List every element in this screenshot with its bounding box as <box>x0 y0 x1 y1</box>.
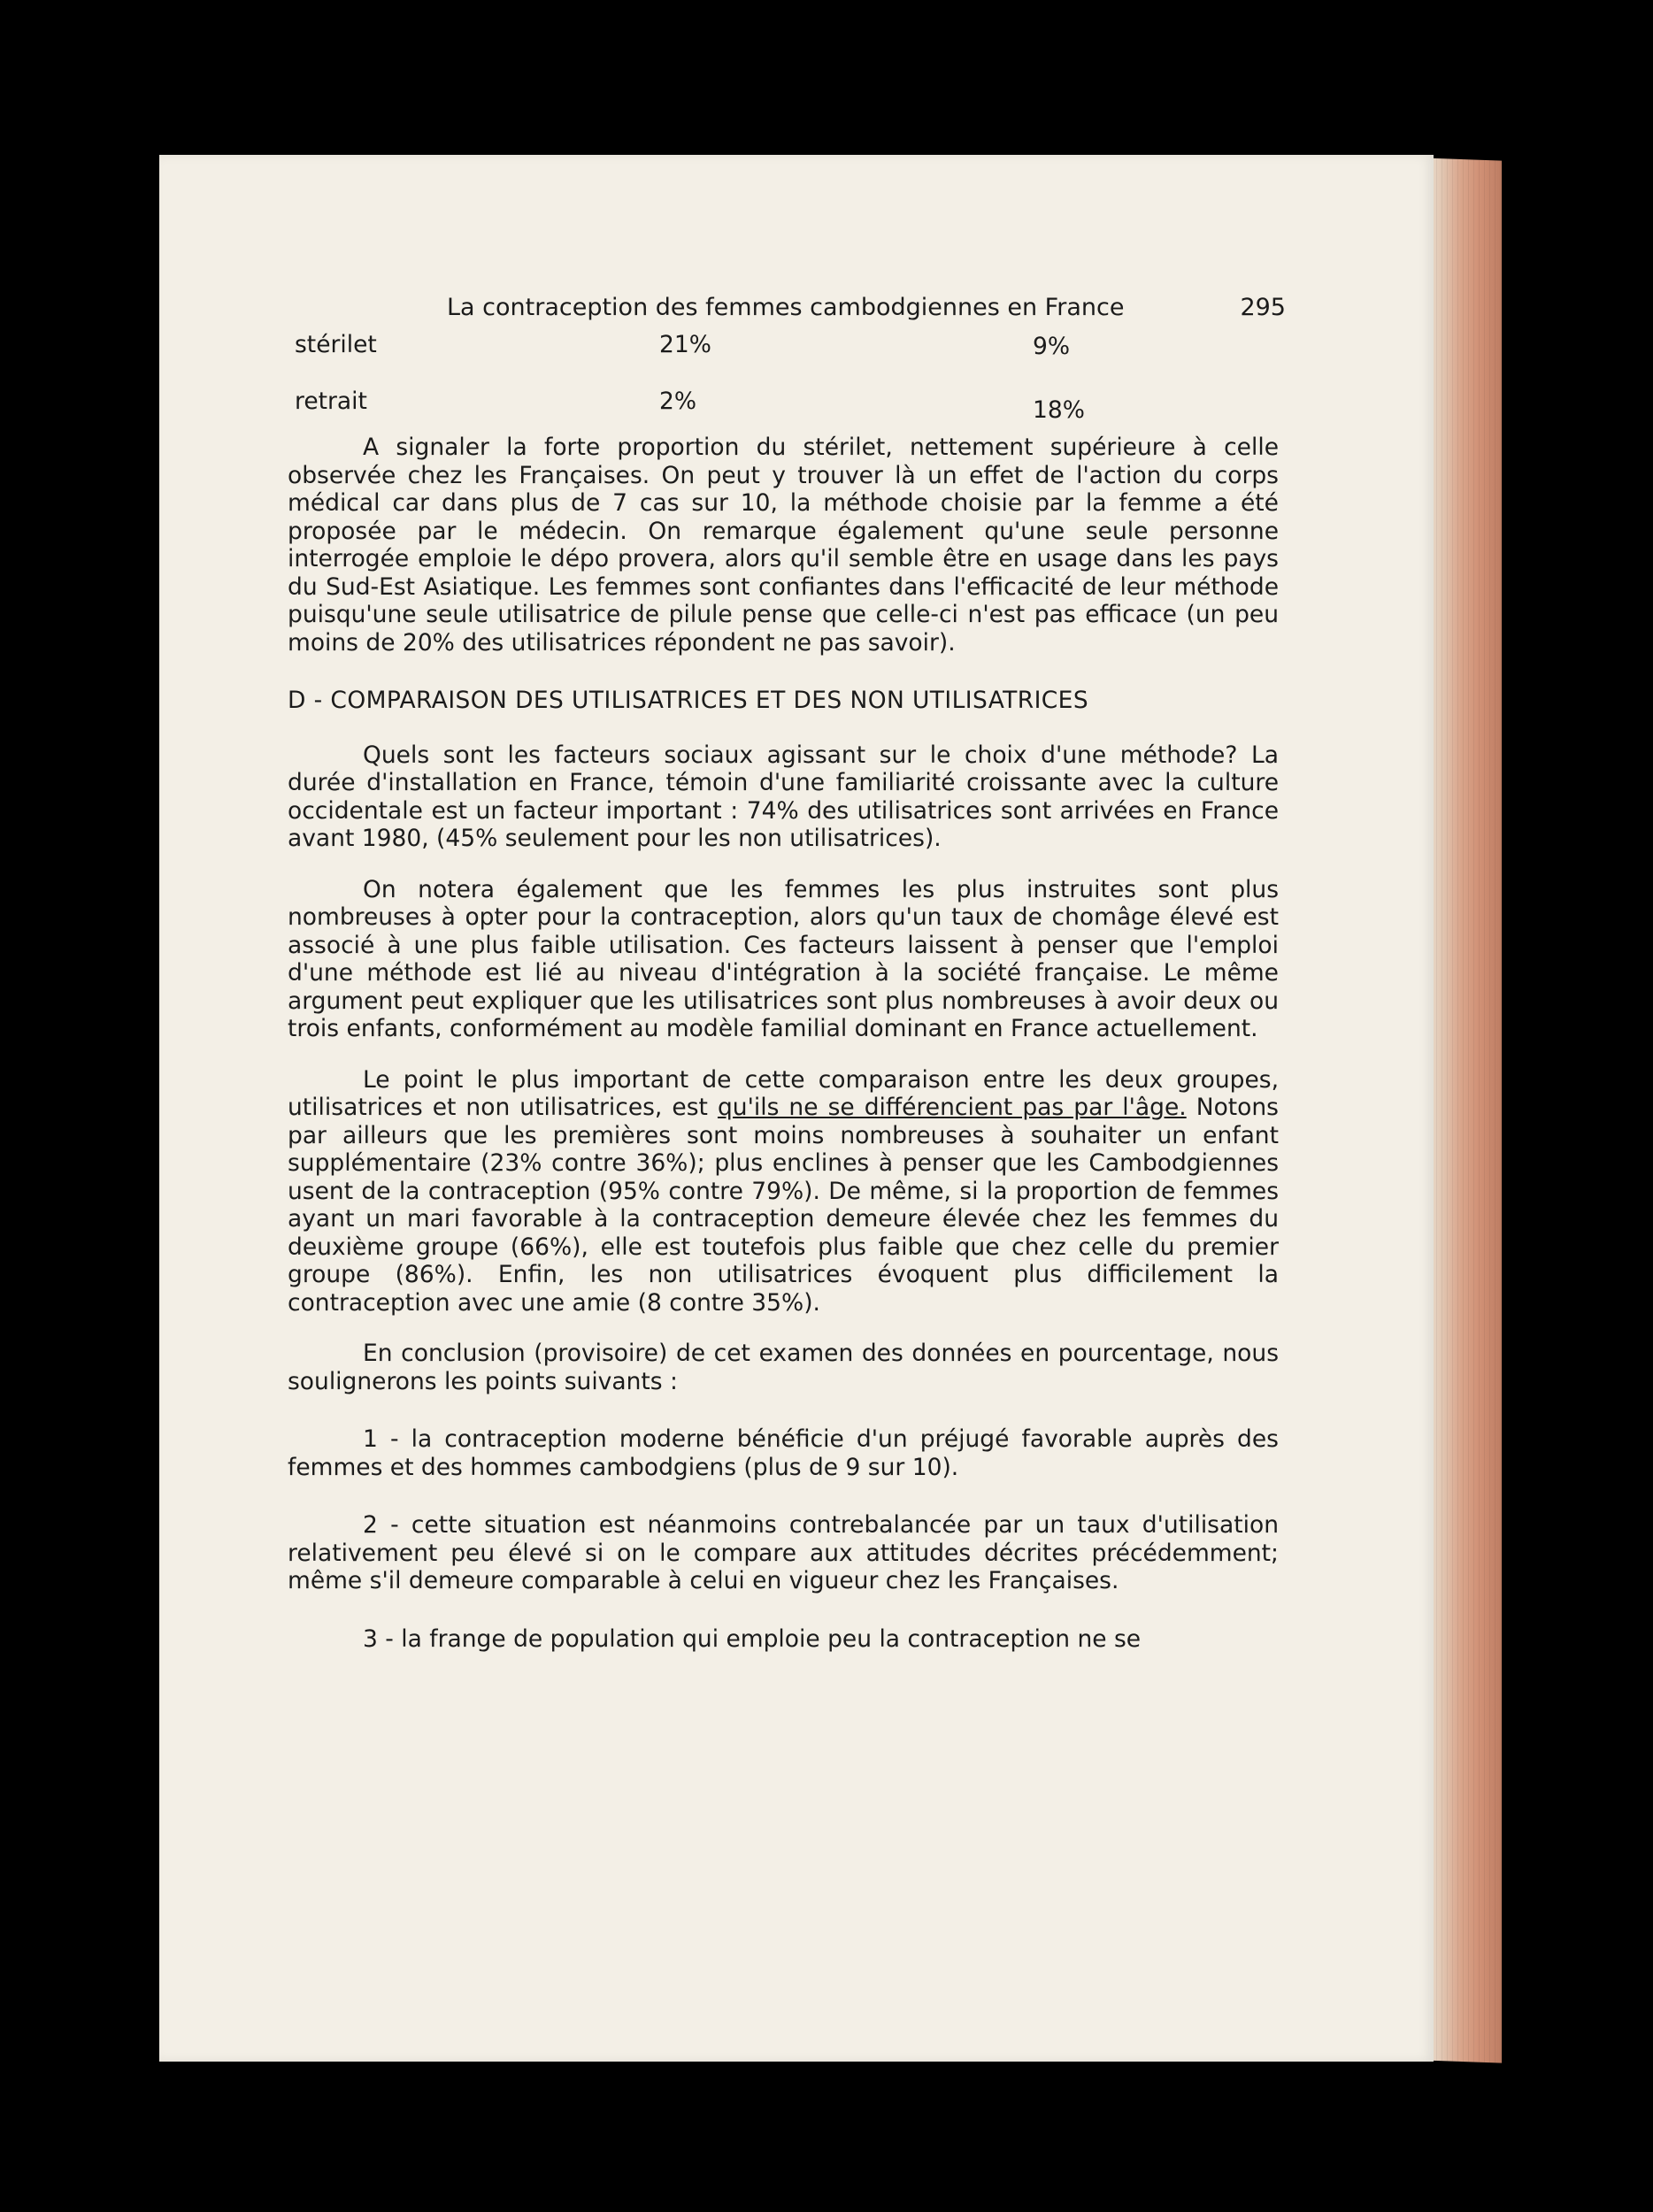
paragraph-social-factors: Quels sont les facteurs sociaux agissant sur le choix d'une méthode? La durée d'installation en France, témoin d'une familiarité croissante avec la culture occidentale est un facteur important : 74% des utilisatrices sont arrivées en France avant 1980, (45% seulement pour les non utilisatrices). <box>288 741 1279 852</box>
page-number: 295 <box>1240 294 1286 321</box>
stat-value-users: 21% <box>659 331 711 358</box>
point-1: 1 - la contraception moderne bénéficie d'un préjugé favorable auprès des femmes et des hommes cambodgiens (plus de 9 sur 10). <box>288 1425 1279 1481</box>
stat-value-users: 2% <box>659 388 697 415</box>
running-title: La contraception des femmes cambodgiennes en France <box>447 294 1125 321</box>
paragraph-comparison <box>288 1066 1279 1317</box>
point-2: 2 - cette situation est néanmoins contrebalancée par un taux d'utilisation relativement peu élevé si on le compare aux attitudes décrites précédemment; même s'il demeure comparable à celui en vigueur chez les Françaises. <box>288 1511 1279 1594</box>
page-content <box>288 265 1286 1653</box>
running-head <box>288 265 1286 321</box>
stat-value-french: 9% <box>1033 333 1071 360</box>
paragraph-sterilet: A signaler la forte proportion du stérilet, nettement supérieure à celle observée chez les Françaises. On peut y trouver là un effet de l'action du corps médical car dans plus de 7 cas sur 10, la méthode choisie par la femme a été proposée par le médecin. On remarque également qu'une seule personne interrogée emploie le dépo provera, alors qu'il semble être en usage dans les pays du Sud-Est Asiatique. Les femmes sont confiantes dans l'efficacité de leur méthode puisqu'une seule utilisatrice de pilule pense que celle-ci n'est pas efficace (un peu moins de 20% des utilisatrices répondent ne pas savoir). <box>288 434 1279 657</box>
paragraph-education: On notera également que les femmes les plus instruites sont plus nombreuses à opter pour la contraception, alors qu'un taux de chomâge élevé est associé à une plus faible utilisation. Ces facteurs laissent à penser que l'emploi d'une méthode est lié au niveau d'intégration à la société française. Le même argument peut expliquer que les utilisatrices sont plus nombreuses à avoir deux ou trois enfants, conformément au modèle familial dominant en France actuellement. <box>288 875 1279 1042</box>
point-3: 3 - la frange de population qui emploie peu la contraception ne se <box>363 1624 1142 1653</box>
underlined-text: qu'ils ne se différencient pas par l'âge. <box>717 1094 1187 1121</box>
stat-row-retrait <box>288 388 1279 434</box>
stat-label: retrait <box>295 388 367 415</box>
stat-label: stérilet <box>295 331 377 358</box>
text-span: Le point le plus important de cette comparaison entre les deux groupes, utilisatrices et non utilisatrices, est <box>288 1065 1279 1121</box>
section-heading-d: D - COMPARAISON DES UTILISATRICES ET DES NON UTILISATRICES <box>288 687 1089 714</box>
text-span: Notons par ailleurs que les premières sont moins nombreuses à souhaiter un enfant supplémentaire (23% contre 36%); plus enclines à penser que les Cambodgiennes usent de la contraception (95% contre 79%). De même, si la proportion de femmes ayant un mari favorable à la contraception demeure élevée chez les femmes du deuxième groupe (66%), elle est toutefois plus faible que chez celle du premier groupe (86%). Enfin, les non utilisatrices évoquent plus difficilement la contraception avec une amie (8 contre 35%). <box>288 1094 1279 1317</box>
paragraph-conclusion: En conclusion (provisoire) de cet examen des données en pourcentage, nous soulignerons les points suivants : <box>288 1340 1279 1395</box>
stat-value-french: 18% <box>1033 396 1085 424</box>
stat-row-sterilet <box>288 331 1279 388</box>
